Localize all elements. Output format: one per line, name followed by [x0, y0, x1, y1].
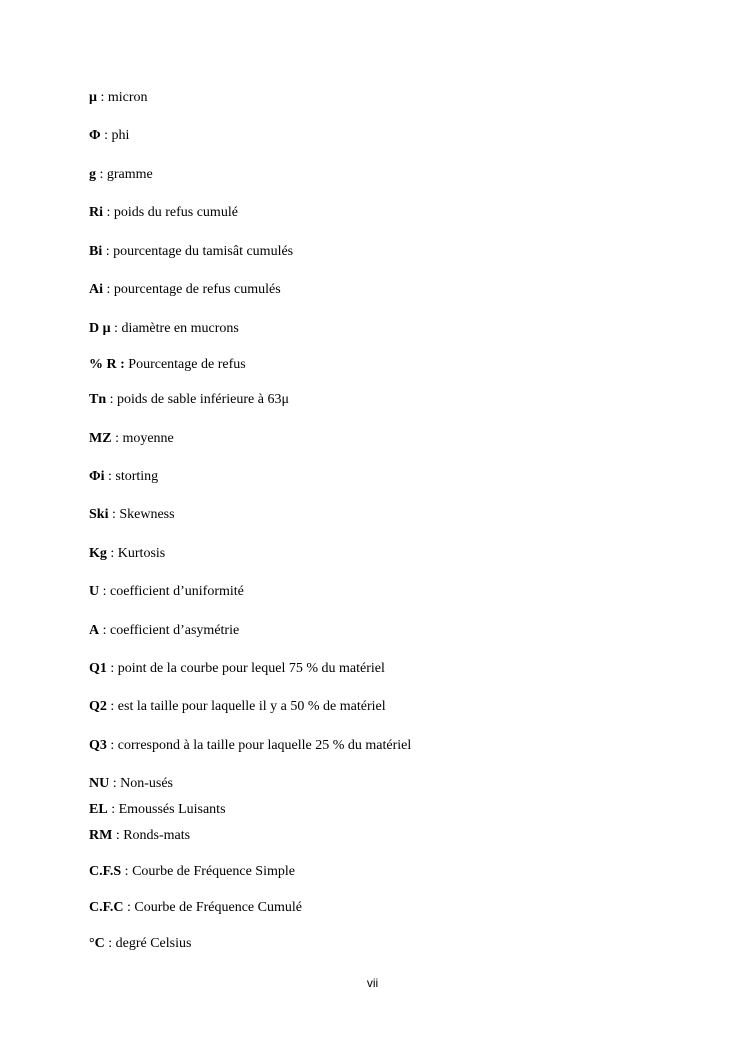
abbreviation-term: Φ: [89, 128, 101, 143]
abbreviation-definition: Ronds-mats: [123, 828, 191, 843]
abbreviation-separator: :: [106, 546, 118, 561]
abbreviation-separator: :: [110, 321, 122, 336]
abbreviation-entry-percent-r: [89, 356, 246, 374]
abbreviation-term: Q3: [89, 738, 107, 753]
abbreviation-entry-kg: [89, 545, 165, 563]
abbreviation-term: % R :: [89, 357, 125, 372]
abbreviation-definition: poids du refus cumulé: [113, 205, 238, 220]
abbreviation-entry-nu: [89, 775, 173, 793]
abbreviation-entry-phi: [89, 127, 129, 145]
abbreviation-separator: :: [106, 392, 118, 407]
abbreviation-entry-ai: [89, 281, 281, 299]
abbreviation-definition: degré Celsius: [115, 936, 192, 951]
abbreviation-separator: :: [102, 244, 114, 259]
abbreviation-separator: :: [96, 90, 108, 105]
abbreviation-term: Ri: [89, 205, 103, 220]
abbreviation-term: RM: [89, 828, 113, 843]
abbreviation-definition: moyenne: [122, 431, 174, 446]
abbreviation-definition: correspond à la taille pour laquelle 25 % du matériel: [117, 738, 412, 753]
abbreviation-definition: coefficient d’uniformité: [110, 584, 244, 599]
abbreviation-separator: :: [106, 699, 118, 714]
abbreviation-separator: :: [103, 282, 114, 297]
abbreviation-definition: Skewness: [119, 507, 175, 522]
abbreviation-term: MZ: [89, 431, 112, 446]
abbreviation-term: Ai: [89, 282, 103, 297]
abbreviation-entry-gramme: [89, 166, 153, 184]
abbreviation-entry-bi: [89, 243, 293, 261]
abbreviation-definition: poids de sable inférieure à 63μ: [117, 392, 289, 407]
abbreviation-term: C.F.S: [89, 864, 122, 879]
abbreviation-term: Φi: [89, 469, 105, 484]
abbreviation-entry-d-mu: [89, 320, 239, 338]
abbreviation-definition: pourcentage du tamisât cumulés: [113, 244, 294, 259]
abbreviation-separator: :: [104, 936, 116, 951]
abbreviation-separator: :: [103, 205, 114, 220]
abbreviation-entry-cfs: [89, 863, 295, 881]
abbreviation-definition: Kurtosis: [117, 546, 166, 561]
abbreviation-term: Kg: [89, 546, 107, 561]
abbreviation-separator: :: [112, 828, 124, 843]
abbreviation-term: μ: [89, 90, 97, 105]
abbreviation-separator: :: [111, 431, 123, 446]
abbreviation-definition: est la taille pour laquelle il y a 50 % de matériel: [117, 699, 386, 714]
abbreviation-separator: :: [99, 584, 111, 599]
abbreviation-entry-cfc: [89, 899, 302, 917]
abbreviation-entry-q3: [89, 737, 411, 755]
abbreviation-entry-micron: [89, 89, 147, 107]
abbreviation-separator: :: [106, 661, 118, 676]
abbreviation-separator: :: [108, 507, 120, 522]
abbreviation-term: U: [89, 584, 100, 599]
abbreviation-definition: Non-usés: [120, 776, 174, 791]
abbreviation-term: EL: [89, 802, 108, 817]
abbreviation-term: NU: [89, 776, 110, 791]
abbreviation-separator: :: [106, 738, 118, 753]
abbreviation-separator: :: [121, 864, 133, 879]
abbreviation-entry-el: [89, 801, 226, 819]
abbreviation-definition: point de la courbe pour lequel 75 % du matériel: [117, 661, 385, 676]
abbreviation-entry-ski: [89, 506, 175, 524]
abbreviation-entry-ri: [89, 204, 238, 222]
abbreviation-entry-a: [89, 622, 239, 640]
abbreviation-definition: Courbe de Fréquence Simple: [132, 864, 295, 879]
abbreviation-term: D μ: [89, 321, 111, 336]
abbreviation-entry-q1: [89, 660, 385, 678]
abbreviation-separator: :: [109, 776, 121, 791]
abbreviation-definition: diamètre en mucrons: [121, 321, 239, 336]
abbreviation-term: C.F.C: [89, 900, 124, 915]
abbreviation-term: Ski: [89, 507, 109, 522]
abbreviation-entry-mz: [89, 430, 174, 448]
abbreviation-entry-tn: [89, 391, 289, 409]
abbreviation-term: Q2: [89, 699, 107, 714]
abbreviation-term: A: [89, 623, 100, 638]
abbreviation-definition: phi: [111, 128, 130, 143]
abbreviation-term: °C: [89, 936, 105, 951]
abbreviation-definition: coefficient d’asymétrie: [110, 623, 240, 638]
abbreviation-definition: pourcentage de refus cumulés: [113, 282, 281, 297]
abbreviation-separator: :: [99, 623, 111, 638]
abbreviation-definition: Pourcentage de refus: [128, 357, 246, 372]
abbreviation-entry-u: [89, 583, 244, 601]
abbreviation-term: Bi: [89, 244, 103, 259]
abbreviation-separator: :: [100, 128, 112, 143]
abbreviation-separator: :: [104, 469, 116, 484]
page-number: vii: [366, 976, 379, 990]
abbreviation-separator: :: [96, 167, 107, 182]
abbreviation-definition: Courbe de Fréquence Cumulé: [134, 900, 302, 915]
abbreviation-entry-rm: [89, 827, 190, 845]
abbreviation-separator: :: [107, 802, 119, 817]
abbreviation-term: Q1: [89, 661, 107, 676]
abbreviation-definition: micron: [107, 90, 148, 105]
abbreviation-definition: Emoussés Luisants: [118, 802, 226, 817]
abbreviation-separator: :: [123, 900, 135, 915]
abbreviation-entry-phi-i: [89, 468, 158, 486]
abbreviation-definition: storting: [115, 469, 159, 484]
abbreviation-entry-celsius: [89, 935, 191, 953]
abbreviation-entry-q2: [89, 698, 386, 716]
abbreviation-term: g: [89, 167, 96, 182]
abbreviation-definition: gramme: [106, 167, 153, 182]
abbreviation-term: Tn: [89, 392, 107, 407]
